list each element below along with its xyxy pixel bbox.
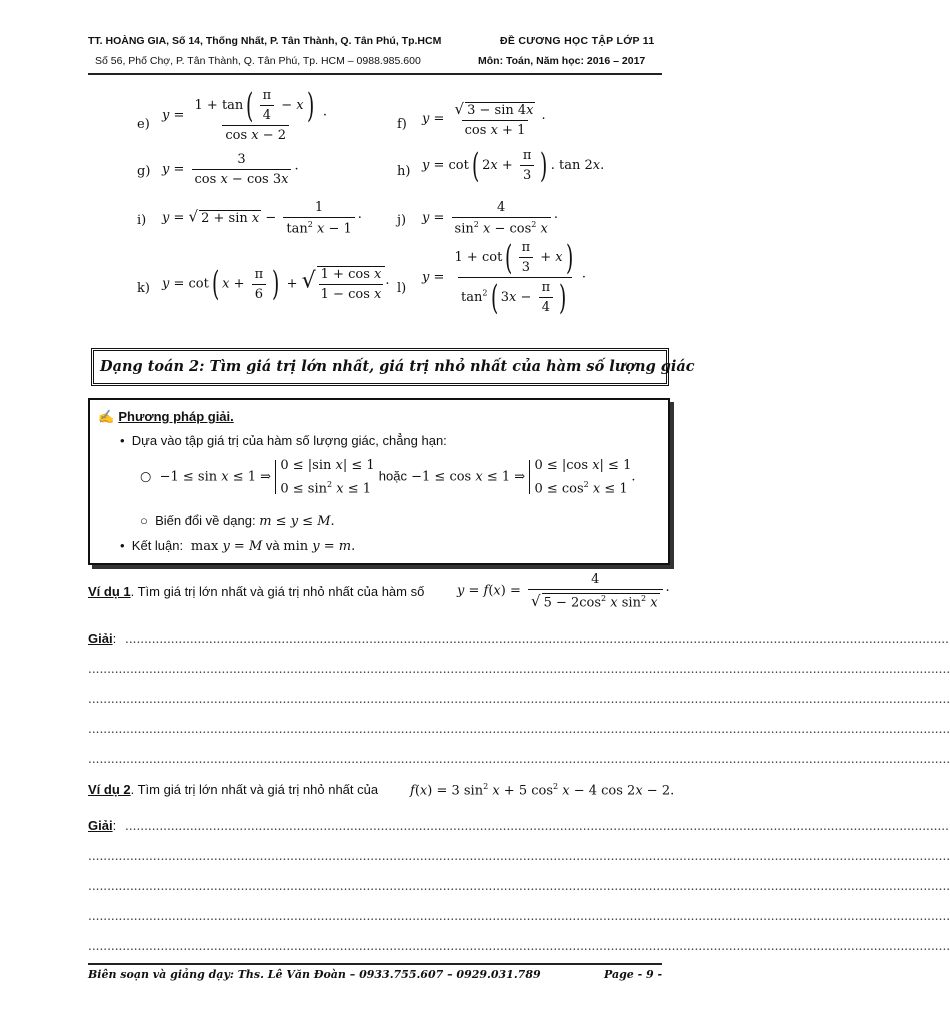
footer-page-number: Page - 9 - bbox=[604, 968, 663, 981]
section-title-box bbox=[91, 348, 695, 386]
writing-hand-icon: ✍ bbox=[98, 410, 115, 425]
method-heading-row bbox=[98, 409, 234, 425]
header-right-line1: ĐỀ CƯƠNG HỌC TẬP LỚP 11 bbox=[500, 35, 655, 47]
answer-line[interactable]: .................................................................................................................................................................................................................................. bbox=[88, 939, 950, 953]
solution-2-label: Giải bbox=[88, 818, 113, 833]
exercise-j-label: j) bbox=[397, 213, 407, 228]
example-1-formula: y = f(x) = $\frac{4}{√ 5 - 2\cos^2 x \sin^2 x}$ · bbox=[457, 572, 670, 610]
circle-bullet-icon: ○ bbox=[140, 513, 148, 528]
exercise-f-formula: y = $\frac{√ 3 - \sin 4x}{\text{cos x + 1}}$ · bbox=[422, 100, 546, 138]
footer-rule bbox=[88, 963, 662, 965]
example-1-statement bbox=[88, 584, 424, 599]
method-range-formula: ○ −1 ≤ sin x ≤ 1 ⇒ 0 ≤ |sin x| ≤ 1 $0 \le \sin^2 x \le 1$ hoặc −1 ≤ cos x ≤ 1 ⇒ 0 ≤ |cos x| ≤ 1 $0 \le \cos^2 x \le 1$ . bbox=[140, 458, 636, 497]
header-left-line2: Số 56, Phố Chợ, P. Tân Thành, Q. Tân Phú, Tp. HCM – 0988.985.600 bbox=[95, 55, 421, 67]
exercise-h-label: h) bbox=[397, 164, 411, 179]
answer-line[interactable]: .................................................................................................................................................................................................................................. bbox=[88, 692, 950, 706]
and-word: và bbox=[265, 538, 280, 553]
exercise-k-formula: y = cot( x + $\frac{\pi}{6}$ ) + √ $\frac{\text{1 + cos x}}{\text{1 − cos x}}$ · bbox=[162, 264, 390, 304]
exercise-l-label: l) bbox=[397, 281, 407, 296]
center-name: TT. HOÀNG GIA bbox=[88, 35, 167, 47]
solution-1-label: Giải bbox=[88, 631, 113, 646]
bullet-icon: • bbox=[120, 538, 125, 553]
exercise-e-label: e) bbox=[137, 117, 150, 132]
exercise-g-formula: y = $\frac{3}{\text{cos x − cos 3x}}$ · bbox=[162, 152, 299, 187]
bullet-icon: • bbox=[120, 433, 125, 448]
answer-line[interactable]: .................................................................................................................................................................................................................................. bbox=[88, 879, 950, 893]
exercise-i-label: i) bbox=[137, 213, 147, 228]
example-2-statement bbox=[88, 782, 378, 797]
section-title: Dạng toán 2: Tìm giá trị lớn nhất, giá trị nhỏ nhất của hàm số lượng giác bbox=[100, 358, 695, 375]
exercise-e-formula: y = 1 + tan( $\frac{\pi}{4}$ − x) cos x − 2 · bbox=[162, 85, 328, 143]
example-2-formula: f(x) = 3 $\sin^2 x + 5$ $\cos^2 x - 4$ cos 2x − 2. bbox=[410, 782, 675, 799]
exercise-j-formula: y = $\frac{4}{\sin^2 x - \cos^2 x}$ · bbox=[422, 200, 558, 237]
method-heading: Phương pháp giải. bbox=[118, 409, 234, 424]
example-2-label: Ví dụ 2 bbox=[88, 782, 131, 797]
exercise-l-formula: y = 1 + cot( $\frac{\pi}{3}$ + x) $\tan^2$( 3x − $\frac{\pi}{4}$ ) · bbox=[422, 237, 587, 318]
answer-line[interactable]: .................................................................................................................................................................................................................................. bbox=[88, 662, 950, 676]
method-conclusion-text: Kết luận: bbox=[131, 538, 184, 553]
header-rule bbox=[88, 73, 662, 75]
circle-bullet-icon: ○ bbox=[140, 469, 152, 485]
example-2-text: . Tìm giá trị lớn nhất và giá trị nhỏ nhất của bbox=[130, 782, 379, 797]
answer-line[interactable]: ........................................................................................................................................................................................................................ bbox=[125, 632, 949, 646]
method-transform: ○ Biến đổi về dạng: m ≤ y ≤ M. bbox=[140, 513, 335, 529]
example-1-text: . Tìm giá trị lớn nhất và giá trị nhỏ nhất của hàm số bbox=[130, 584, 425, 599]
method-box bbox=[88, 398, 670, 565]
answer-line[interactable]: .................................................................................................................................................................................................................................. bbox=[88, 849, 950, 863]
header-right-line2: Môn: Toán, Năm học: 2016 – 2017 bbox=[478, 55, 646, 67]
solution-2-label-row: Giải: bbox=[88, 818, 117, 833]
method-conclusion: • Kết luận: max y = M và min y = m. bbox=[120, 538, 356, 554]
method-transform-text: Biến đổi về dạng: bbox=[155, 513, 256, 528]
example-1-label: Ví dụ 1 bbox=[88, 584, 131, 599]
method-bullet-1-text: Dựa vào tập giá trị của hàm số lượng giác, chẳng hạn: bbox=[131, 433, 447, 448]
method-bullet-1 bbox=[120, 433, 447, 448]
or-word-1: hoặc bbox=[378, 468, 407, 484]
exercise-h-formula: y = cot( 2x + $\frac{\pi}{3}$ ) . tan 2x. bbox=[422, 145, 605, 186]
solution-1-label-row: Giải: bbox=[88, 631, 117, 646]
answer-line[interactable]: ........................................................................................................................................................................................................................ bbox=[125, 819, 949, 833]
exercise-k-label: k) bbox=[137, 281, 150, 296]
answer-line[interactable]: .................................................................................................................................................................................................................................. bbox=[88, 909, 950, 923]
answer-line[interactable]: .................................................................................................................................................................................................................................. bbox=[88, 722, 950, 736]
exercise-f-label: f) bbox=[397, 117, 407, 132]
header-left-line1 bbox=[88, 35, 441, 47]
center-address: , Số 14, Thống Nhất, P. Tân Thành, Q. Tân Phú, Tp.HCM bbox=[166, 35, 442, 47]
answer-line[interactable]: .................................................................................................................................................................................................................................. bbox=[88, 752, 950, 766]
footer-author: Biên soạn và giảng dạy: Ths. Lê Văn Đoàn – 0933.755.607 – 0929.031.789 bbox=[88, 968, 541, 981]
exercise-g-label: g) bbox=[137, 164, 151, 179]
exercise-i-formula: y = √ 2 + sin x − $\frac{1}{\tan^2 x - 1}$ · bbox=[162, 200, 362, 237]
